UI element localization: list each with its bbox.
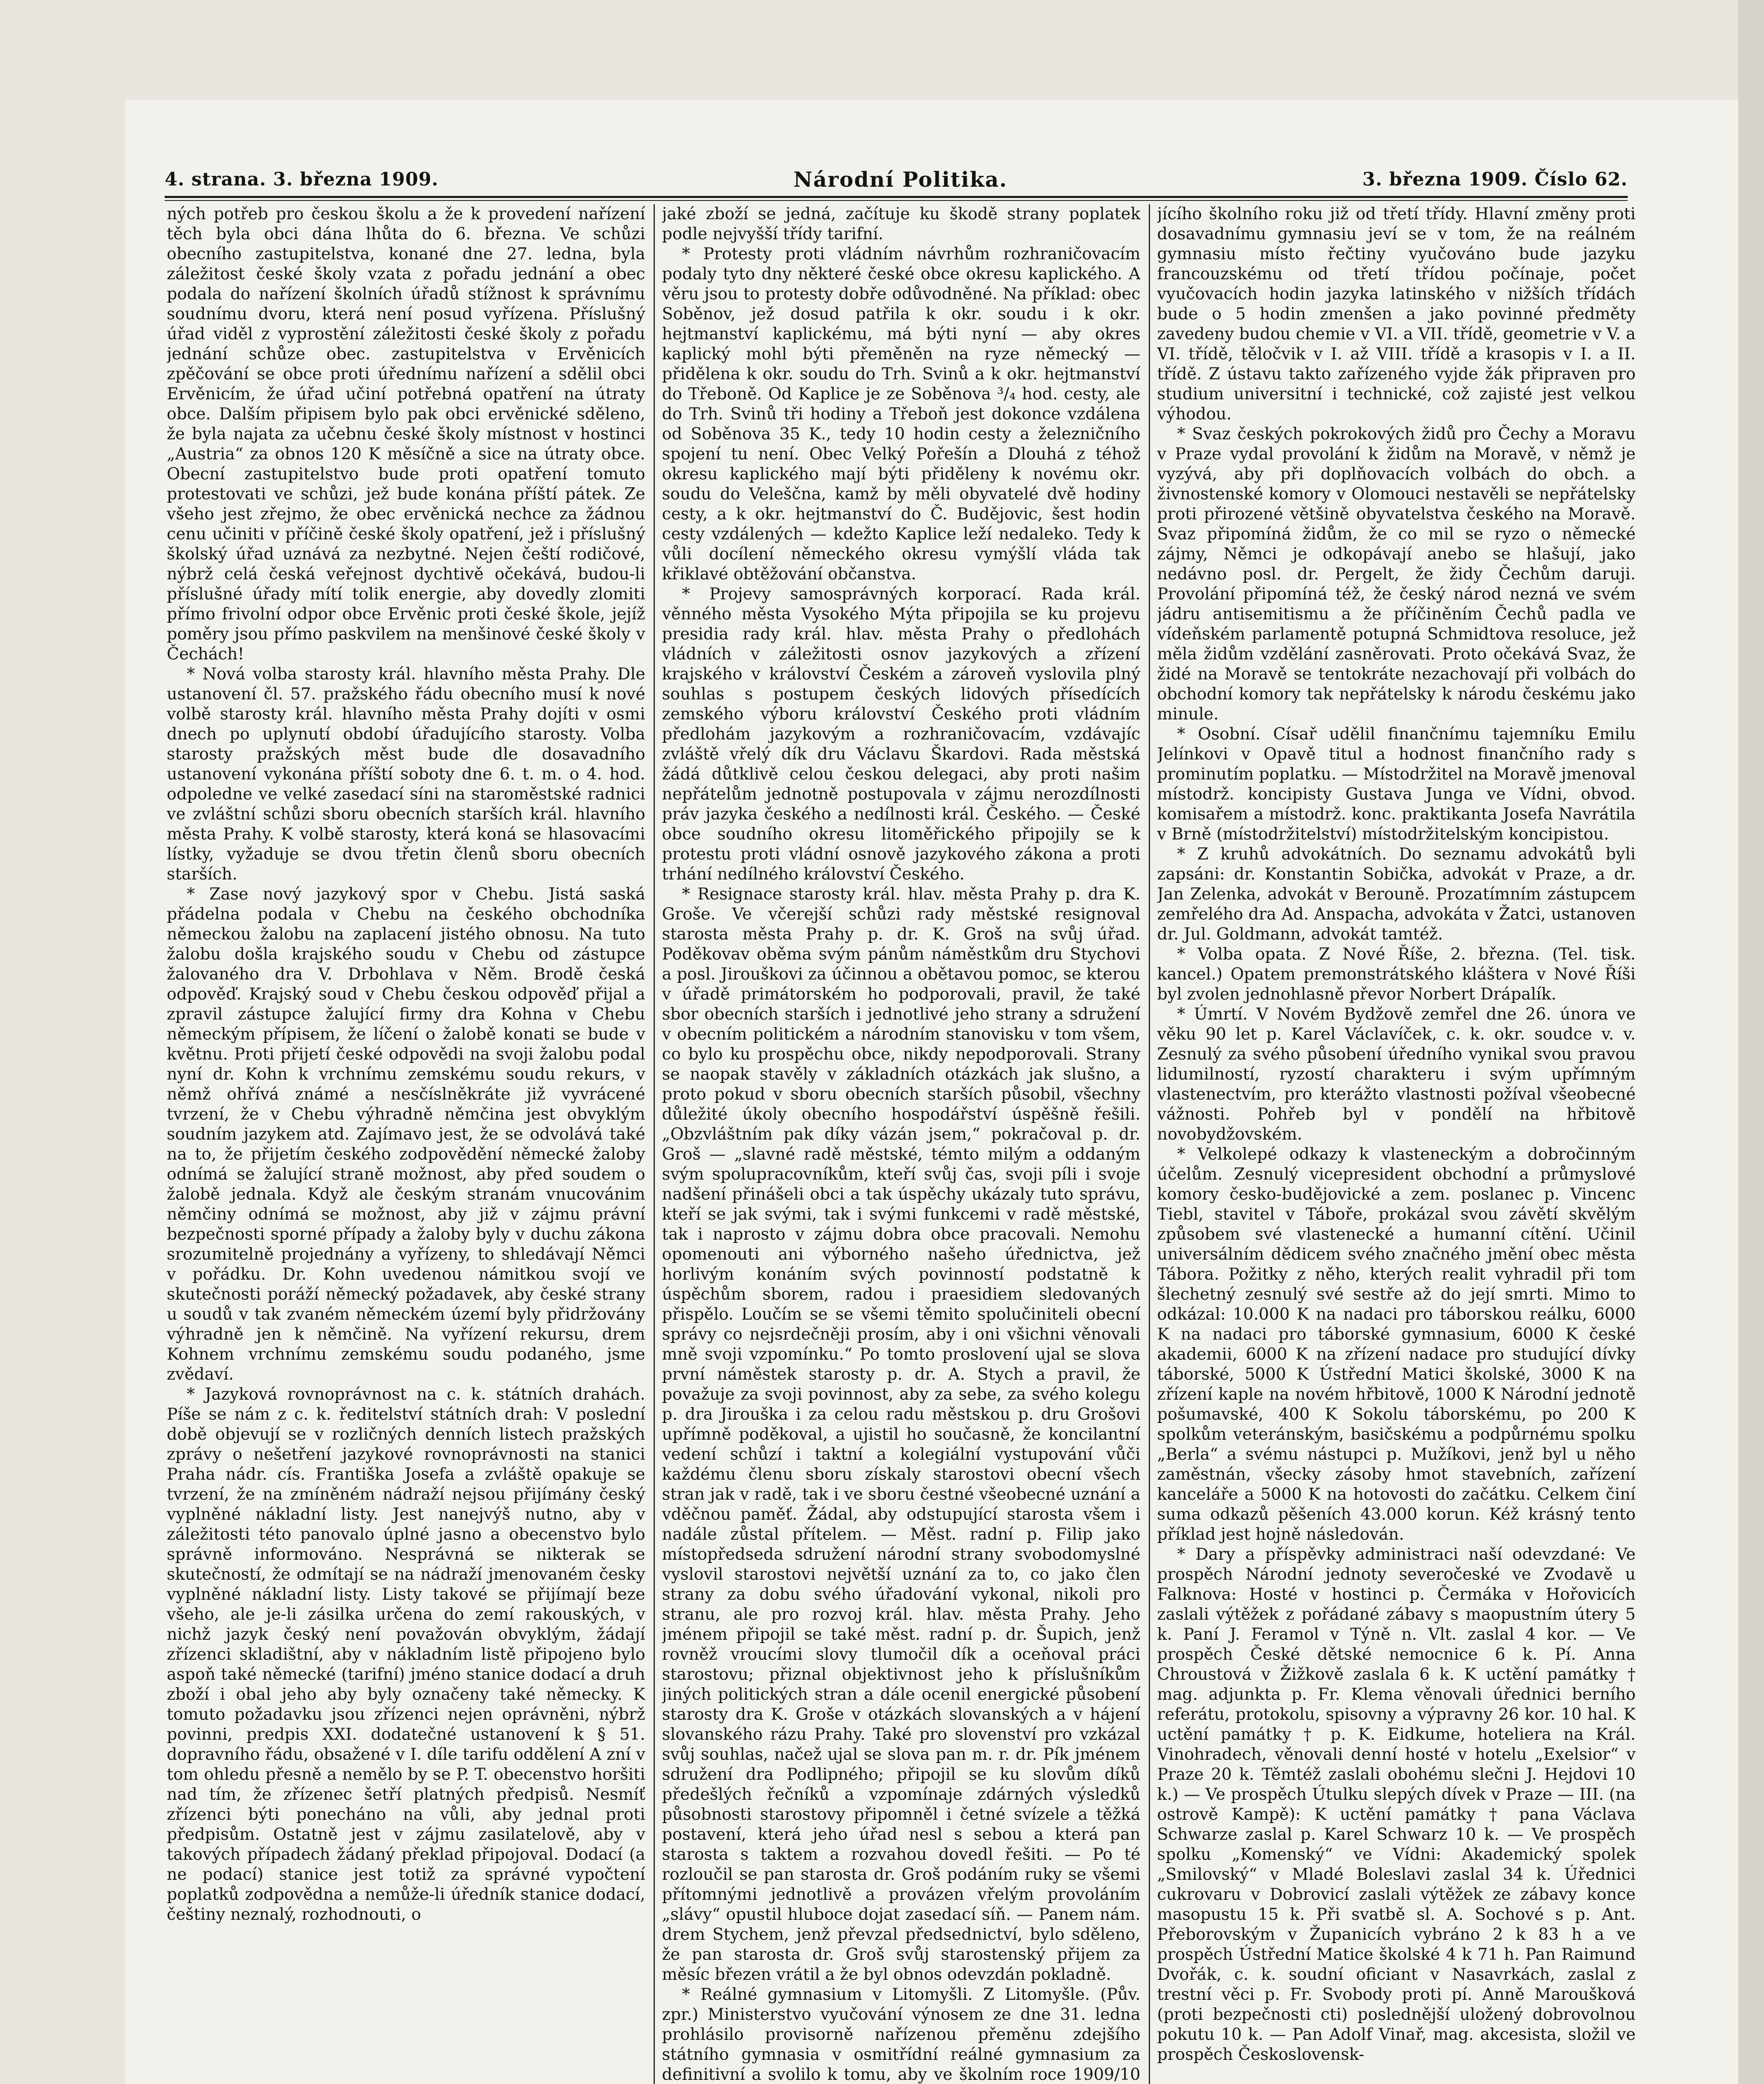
article-paragraph: jícího školního roku již od třetí třídy. Hlavní změny proti dosavadnímu gymnasiu jeví se v tom, že na reálném gymnasiu místo řečtiny vyučováno bude jazyku francouzskému od třetí třídou počínaje, počet vyučovacích hodin jazyka latinského v nižších třídách bude o 5 hodin zmenšen a jako povinné předměty zavedeny budou chemie v VI. a VII. třídě, geometrie v V. a VI. třídě, těločvik v I. až VIII. třídě a krasopis v I. a II. třídě. Z ústavu takto zařízeného vyjde žák připraven pro studium universitní i technické, což zajisté jest velkou výhodou. xyxy=(1157,205,1636,423)
column-divider xyxy=(654,204,655,2084)
header-rule-thin xyxy=(165,200,1628,201)
header-rule xyxy=(165,196,1628,198)
article-paragraph: * Dary a příspěvky administraci naší odevzdané: Ve prospěch Národní jednoty severočeské ve Zvodavě u Falknova: Hosté v hostinci p. Čermáka v Hořovicích zaslali výtěžek z pořádané zábavy s maopustním útery 5 k. Paní J. Feramol v Týně n. Vlt. zaslal 4 kor. — Ve prospěch České dětské nemocnice 6 k. Pí. Anna Chroustová v Žižkově zaslala 6 k. K uctění památky † mag. adjunkta p. Fr. Klema věnovali úřednici berního referátu, protokolu, spisovny a výpravny 26 kor. 10 hal. K uctění památky † p. K. Eidkume, hoteliera na Král. Vinohradech, věnovali denní hosté v hotelu „Exelsior“ v Praze 20 k. Těmtéž zaslali obohému slečni J. Hejdovi 10 k.) — Ve prospěch Útulku slepých dívek v Praze — III. (na ostrově Kampě): K uctění památky † pana Václava Schwarze zaslal p. Karel Schwarz 10 k. — Ve prospěch spolku „Komenský“ ve Vídni: Akademický spolek „Smilovský“ v Mladé Boleslavi zaslal 34 k. Úřednici cukrovaru v Dobrovicí zaslali výtěžek ze zábavy konce masopustu 15 k. Při svatbě sl. A. Sochové s p. Ant. Přeborovským v Županicích vybráno 2 k 83 h a ve prospěch Ústřední Matice školské 4 k 71 h. Pan Raimund Dvořák, c. k. soudní oficiant v Nasavrkách, zaslal z trestní věci p. Fr. Svobody proti pí. Anně Maroušková (proti bezpečnosti cti) poslednější uložený dobrovolnou pokutu 10 k. — Pan Adolf Vinař, mag. akcesista, složil ve prospěch Československ- xyxy=(1157,1545,1636,2064)
article-paragraph: * Zase nový jazykový spor v Chebu. Jistá saská přádelna podala v Chebu na českého obchodníka německou žalobu na zaplacení jistého obnosu. Na tuto žalobu došla krajského soudu v Chebu od zástupce žalovaného dra V. Drbohlava v Něm. Brodě česká odpověď. Krajský soud v Chebu českou odpověď přijal a zpravil zástupce žalující firmy dra Kohna v Chebu německým přípisem, že líčení o žalobě konati se bude v květnu. Proti přijetí české odpovědi na svoji žalobu podal nyní dr. Kohn k vrchnímu zemskému soudu rekurs, v němž ohřívá známé a nesčíslněkráte již vyvrácené tvrzení, že v Chebu výhradně němčina jest obvyklým soudním jazykem atd. Zajímavo jest, že se odvolává také na to, že přijetím českého zodpovědění německé žaloby odnímá se žalující straně možnost, aby před soudem o žalobě jednala. Když ale českým stranám vnucovánim němčiny odnímá se možnost, aby již v zájmu právní bezpečnosti sporné případy a žaloby byly v duchu zákona srozumitelně projednány a vyřízeny, to shledávají Němci v pořádku. Dr. Kohn uvedenou námitkou svojí ve skutečnosti poráží německý požadavek, aby české strany u soudů v tak zvaném německém území byly přidržovány výhradně jen k němčině. Na vyřízení rekursu, drem Kohnem vrchnímu zemskému soudu podaného, jsme zvědaví. xyxy=(167,885,645,1384)
article-paragraph: * Z kruhů advokátních. Do seznamu advokátů byli zapsáni: dr. Konstantin Sobička, advokát v Praze, a dr. Jan Zelenka, advokát v Berouně. Prozatímním zástupcem zemřelého dra Ad. Anspacha, advokáta v Žatci, ustanoven dr. Jul. Goldmann, advokát tamtéž. xyxy=(1157,845,1636,944)
article-paragraph: * Reálné gymnasium v Litomyšli. Z Litomyšle. (Pův. zpr.) Ministerstvo vyučování výnosem ze dne 31. ledna prohlásilo provisorně nařízenou přeměnu zdejšího státního gymnasia v osmitřídní reálné gymnasium za definitivní a svolilo k tomu, aby ve školním roce 1909/10 xyxy=(662,1985,1140,2084)
article-paragraph: * Nová volba starosty král. hlavního města Prahy. Dle ustanovení čl. 57. pražského řádu obecního musí k nové volbě starosty král. hlavního města Prahy dojíti v osmi dnech po uplynutí období úřadujícího starosty. Volba starosty pražských měst bude dle dosavadního ustanovení vykonána příští soboty dne 6. t. m. o 4. hod. odpoledne ve velké zasedací síni na staroměstské radnici ve zvláštní schůzi sboru obecních starších král. hlavního města Prahy. K volbě starosty, která koná se hlasovacími lístky, vyžaduje se dvou třetin členů sboru obecních starších. xyxy=(167,665,645,884)
column-divider xyxy=(1149,204,1150,2084)
column-1 xyxy=(167,204,645,2084)
article-paragraph: * Osobní. Císař udělil finančnímu tajemníku Emilu Jelínkovi v Opavě titul a hodnost finančního rady s prominutím poplatku. — Místodržitel na Moravě jmenoval místodrž. koncipisty Gustava Junga ve Vídni, obvod. komisařem a místodrž. konc. praktikanta Josefa Navrátila v Brně (místodržitelství) místodržitelským koncipistou. xyxy=(1157,725,1636,844)
article-paragraph: * Svaz českých pokrokových židů pro Čechy a Moravu v Praze vydal provolání k židům na Moravě, v němž je vyzývá, aby při doplňovacích volbách do obch. a živnostenské komory v Olomouci nestavěli se nepřátelsky proti přirozené většině obyvatelstva českého na Moravě. Svaz připomíná židům, že co mil se ryzo o německé zájmy, Němci je odkopávají anebo se hlašují, jako nedávno posl. dr. Pergelt, že židy Čechům daruji. Provolání připomíná též, že český národ nezná ve svém jádru antisemitismu a že příčiněním Čechů padla ve vídeňském parlamentě potupná Schmidtova resoluce, jež měla židům vzdělání zasněrovati. Proto očekává Svaz, že židé na Moravě se tentokráte nezachovají při volbách do obchodní komory tak nepřátelsky k národu českému jako minule. xyxy=(1157,425,1636,724)
header-right: 3. března 1909. Číslo 62. xyxy=(1362,168,1628,190)
masthead-title: Národní Politika. xyxy=(793,167,1008,192)
article-paragraph: jaké zboží se jedná, začítuje ku škodě strany poplatek podle nejvyšší třídy tarifní. xyxy=(662,205,1140,243)
article-paragraph: * Volba opata. Z Nové Říše, 2. března. (Tel. tisk. kancel.) Opatem premonstrátského kláštera v Nové Říši byl zvolen jednohlasně převor Norbert Drápalík. xyxy=(1157,945,1636,1004)
column-3 xyxy=(1157,204,1636,2084)
article-paragraph: * Jazyková rovnoprávnost na c. k. státních drahách. Píše se nám z c. k. ředitelství státních drah: V poslední době objevují se v rozličných denních listech pražských zprávy o nešetření jazykové rovnoprávnosti na stanici Praha nádr. cís. Františka Josefa a zvláště opakuje se tvrzení, že na zmíněném nádraží nejsou přijímány český vyplněné nákladní listy. Jest nanejvýš nutno, aby v záležitosti této panovalo úplné jasno a obecenstvo bylo správně informováno. Nesprávná se nikterak se skutečností, že odmítají se na nádraží jmenovaném česky vyplněné nákladní listy. Listy takové se přijímají beze všeho, ale je-li zásilka určena do zemí rakouských, v nichž jazyk český není považován obvyklým, žádají zřízenci skladištní, aby v nákladním listě připojeno bylo aspoň také německé (tarifní) jméno stanice dodací a druh zboží i obal jeho aby byly označeny také německy. K tomuto požadavku jsou zřízenci nejen oprávněni, nýbrž povinni, predpis XXI. dodatečné ustanovení k § 51. dopravního řádu, obsažené v I. díle tarifu oddělení A zní v tom ohledu přesně a nemělo by se P. T. obecenstvo horšiti nad tím, že zřízenec šetří platných předpisů. Nesmíť zřízenci býti ponecháno na vůli, aby jednal proti předpisům. Ostatně jest v zájmu zasilatelově, aby v takových případech žádaný překlad připojoval. Dodací (a ne podací) stanice jest totiž za správné vypočtení poplatků zodpovědna a nemůže-li úředník stanice dodací, češtiny neznalý, rozhodnouti, o xyxy=(167,1385,645,1924)
scan-edge xyxy=(1738,0,1764,2084)
article-paragraph: ných potřeb pro českou školu a že k provedení nařízení těch byla obci dána lhůta do 6. března. Ve schůzi obecního zastupitelstva, konané dne 27. ledna, byla záležitost české školy vzata z pořadu jednání a obec podala do nařízení školních úřadů stížnost k správnímu soudnímu dvoru, která není posud vyřízena. Příslušný úřad viděl z vyprostění záležitosti české školy z pořadu jednání schůze obec. zastupitelstva v Ervěnicích zpěčování se obce proti úřednímu nařízení a sdělil obci Ervěnicím, že úřad učiní potřebná opatření na útraty obce. Dalším připisem bylo pak obci ervěnické sděleno, že byla najata za učebnu české školy místnost v hostinci „Austria“ za obnos 120 K měsíčně a sice na útraty obce. Obecní zastupitelstvo bude proti opatření tomuto protestovati ve schůzi, jež bude konána příští pátek. Ze všeho jest zřejmo, že obec ervěnická nechce za žádnou cenu učiniti v příčině české školy opatření, jež i příslušný školský úřad uznává za nezbytné. Nejen čeští rodičové, nýbrž celá česká veřejnost dychtivě očekává, budou-li příslušné úřady mítí tolik energie, aby dovedly zlomiti přímo frivolní odpor obce Ervěnic proti české škole, jejíž poměry jsou přímo paskvilem na menšinové české školy v Čechách! xyxy=(167,205,645,664)
header-left: 4. strana. 3. března 1909. xyxy=(165,168,438,190)
article-paragraph: * Protesty proti vládním návrhům rozhraničovacím podaly tyto dny některé české obce okresu kaplického. A věru jsou to protesty dobře odůvodněné. Na příklad: obec Soběnov, jež dosud patřila k okr. soudu i k okr. hejtmanství kaplickému, má býti nyní — aby okres kaplický mohl býti přeměněn na ryze německý — přidělena k okr. soudu do Trh. Svinů a k okr. hejtmanství do Třeboně. Od Kaplice je ze Soběnova ³/₄ hod. cesty, ale do Trh. Svinů tři hodiny a Třeboň jest dokonce vzdálena od Soběnova 35 K., tedy 10 hodin cesty a železničního spojení tu není. Obec Velký Pořešín a Dlouhá z téhož okresu kaplického mají býti přiděleny k novému okr. soudu do Veleščna, kamž by měli obyvatelé dvě hodiny cesty, a k okr. hejtmanství do Č. Budějovic, šest hodin cesty vzdálených — kdežto Kaplice leží nedaleko. Tedy k vůli docílení německého okresu vymýšlí vláda tak křiklavé obtěžování občanstva. xyxy=(662,245,1140,584)
page-header xyxy=(165,165,1628,194)
article-paragraph: * Velkolepé odkazy k vlasteneckým a dobročinným účelům. Zesnulý vicepresident obchodní a průmyslové komory česko-budějovické a zem. poslanec p. Vincenc Tiebl, stavitel v Táboře, prokázal svou závětí skvělým způsobem své vlastenecké a humanní cítění. Učinil universálním dědicem svého značného jmění obec města Tábora. Požitky z něho, kterých realit vyhradil při tom šlechetný zesnulý své sestře až do její smrti. Mimo to odkázal: 10.000 K na nadaci pro táborskou reálku, 6000 K na nadaci pro táborské gymnasium, 6000 K české akademii, 6000 K na zřízení nadace pro studující dívky táborské, 5000 K Ústřední Matici školské, 3000 K na zřízení kaple na novém hřbitově, 1000 K Národní jednotě pošumavské, 400 K Sokolu táborskému, po 200 K spolkům veteránským, basičskému a podpůrnému spolku „Berla“ a svému nástupci p. Mužíkovi, jenž byl u něho zaměstnán, všecky zásoby hmot stavebních, zařízení kanceláře a 5000 K na hotovosti do začátku. Celkem činí suma odkazů pěšeních 43.000 korun. Kéž krásný tento příklad jest hojně následován. xyxy=(1157,1145,1636,1544)
article-paragraph: * Úmrtí. V Novém Bydžově zemřel dne 26. února ve věku 90 let p. Karel Václavíček, c. k. okr. soudce v. v. Zesnulý za svého působení úředního vynikal svou pravou lidumilností, ryzostí charakteru i svým upřímným vlastenectvím, pro kterážto vlastnosti požíval všeobecné vážnosti. Pohřeb byl v pondělí na hřbitově novobydžovském. xyxy=(1157,1005,1636,1144)
article-paragraph: * Resignace starosty král. hlav. města Prahy p. dra K. Groše. Ve včerejší schůzi rady městské resignoval starosta města Prahy p. dr. K. Groš na svůj úřad. Poděkovav oběma svým pánům náměstkům dru Stychovi a posl. Jirouškovi za účinnou a obětavou pomoc, se kterou v úřadě primátorském ho podporovali, pravil, že také sbor obecních starších i jednotlivé jeho strany a sdružení v obecním politickém a národním stanovisku v tom všem, co bylo ku prospěchu obce, nikdy nepodporovali. Strany se naopak stavěly v základních otázkách jak slušno, a proto pokud v sboru obecních starších působil, všechny důležité úkoly obecního hospodářství úspěšně řešili. „Obzvláštním pak díky vázán jsem,“ pokračoval p. dr. Groš — „slavné radě městské, témto milým a oddaným svým spolupracovníkům, kteří svůj čas, svoji píli i svoje nadšení přinášeli obci a tak úspěchy ukázaly tuto správu, kteří se jak svými, tak i svými funkcemi v radě městské, tak i naprosto v zájmu dobra obce pracovali. Nemohu opomenouti ani výborného našeho úřednictva, jež horlivým konáním svých povinností podstatně k úspěchům sborem, radou i praesidiem sledovaných přispělo. Loučím se se všemi těmito spolučiniteli obecní správy co nejsrdečněji prosím, aby i oni všichni věnovali mně svoji vzpomínku.“ Po tomto proslovení ujal se slova první náměstek starosty p. dr. A. Stych a pravil, že považuje za svoji povinnost, aby za sebe, za svého kolegu p. dra Jirouška i za celou radu městskou p. dru Grošovi upřímně poděkoval, a ujistil ho současně, že koncilantní vedení schůzí i taktní a kolegiální vystupování vůči každému členu sboru získaly starostovi obecní všech stran jak v radě, tak i ve sboru čestné všeobecné uznání a vděčnou paměť. Žádal, aby odstupující starosta všem i nadále zůstal přítelem. — Měst. radní p. Filip jako místopředseda sdružení národní strany svobodomyslné vyslovil starostovi největší uznání za to, co jako člen strany za dobu svého úřadování vykonal, nikoli pro stranu, ale pro rozvoj král. hlav. města Prahy. Jeho jménem připojil se také měst. radní p. dr. Šupich, jenž rovněž vroucími slovy tlumočil dík a oceňoval práci starostovu; přiznal objektivnost jeho k příslušníkům jiných politických stran a dále ocenil energické působení starosty dra K. Groše v otázkách slovanských a v hájení slovanského rázu Prahy. Také pro slovenství pro vzkázal svůj souhlas, načež ujal se slova pan m. r. dr. Pík jménem sdružení dra Podlipného; připojil se ku slovům díků předešlých řečníků a vzpomínaje zdárných výsledků působnosti starostovy připomněl i četné svízele a těžká postavení, která jeho úřad nesl s sebou a která pan starosta s taktem a rozvahou dovedl řešiti. — Po té rozloučil se pan starosta dr. Groš podáním ruky se všemi přítomnými jednotlivě a provázen vřelým provoláním „slávy“ opustil hluboce dojat zasedací síň. — Panem nám. drem Stychem, jenž převzal předsednictví, bylo sděleno, že pan starosta dr. Groš svůj starostenský přijem za měsíc březen vrátil a že byl obnos odevzdán pokladně. xyxy=(662,885,1140,1984)
column-2 xyxy=(662,204,1140,2084)
article-paragraph: * Projevy samosprávných korporací. Rada král. věnného města Vysokého Mýta připojila se ku projevu presidia rady král. hlav. města Prahy o předlohách vládních v záležitosti osnov jazykových a zřízení krajského v království Českém a zároveň vyslovila plný souhlas s postupem českých lidových přísedících zemského výboru království Českého proti vládním předlohám jazykovým a rozhraničovacím, vzdávajíc zvláště vřelý dík dru Václavu Škardovi. Rada městská žádá důtklivě celou českou delegaci, aby proti našim nepřátelům jednotně postupovala v zájmu nerozdílnosti práv jazyka českého a nedílnosti král. Českého. — České obce soudního okresu litoměřického připojily se k protestu proti vládní osnově jazykového zákona a proti trhání nedílného království Českého. xyxy=(662,585,1140,884)
